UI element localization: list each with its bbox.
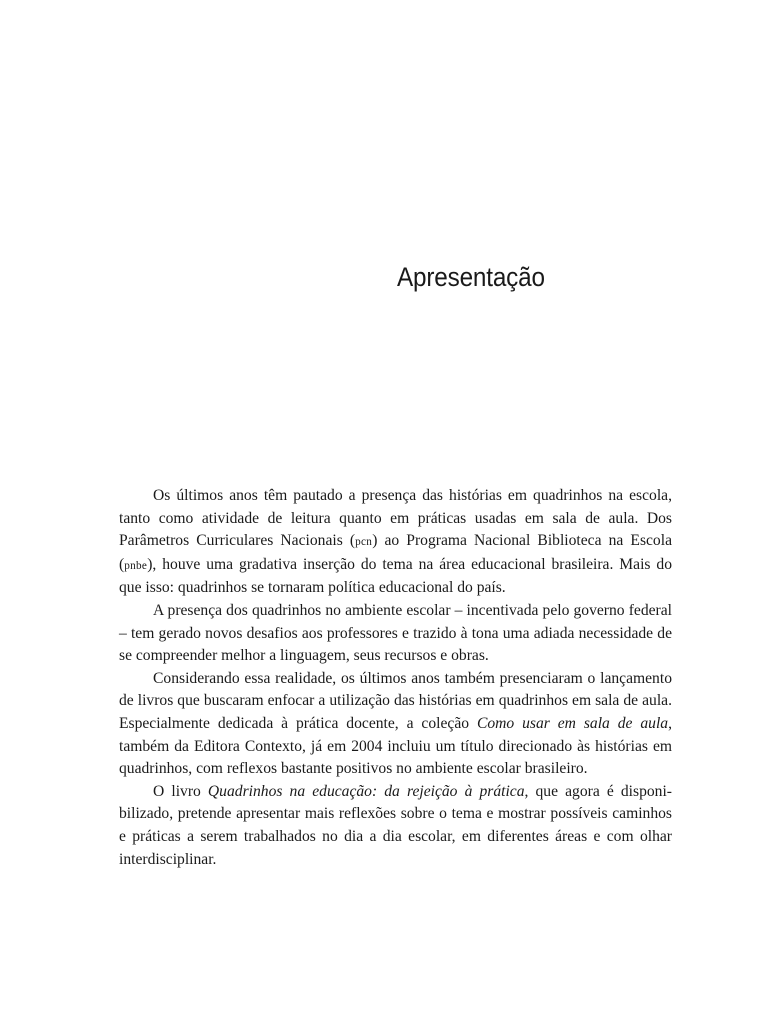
- paragraph-1-text-a: Os últimos anos têm pautado a presença das histórias em quadrinhos na escola, tanto como atividade de leitura quanto em práticas usadas em sala de aula. Dos Parâmetros Curriculares Nacionais (: [119, 487, 672, 550]
- chapter-title: Apresentação: [397, 262, 545, 292]
- paragraph-2: [119, 600, 672, 668]
- paragraph-4-text-b: , que agora é disponibilizado, pretende apresentar mais reflexões sobre o tema e mostrar possíveis caminhos e práticas a serem trabalhados no dia a dia escolar, em diferentes áreas e com olhar interdisciplinar.: [119, 782, 672, 868]
- collection-title: Como usar em sala de aula: [476, 714, 669, 732]
- paragraph-1: [119, 485, 672, 600]
- paragraph-3-text-a: Considerando essa realidade, os últimos anos também presenciaram o lançamento de livros que buscaram enfocar a utilização das histórias em quadrinhos em sala de aula. Especialmente dedicada à prática docente, a coleção: [119, 669, 672, 732]
- book-title: Quadrinhos na educação: da rejeição à prática: [207, 782, 525, 800]
- abbreviation-pnbe: pnbe: [124, 559, 148, 572]
- paragraph-1-text-c: ), houve uma gradativa inserção do tema na área educacional brasileira. Mais do que isso: quadrinhos se tornaram política educacional do país.: [119, 555, 672, 597]
- paragraph-1-text-b: ) ao Programa Nacional Biblioteca na Escola (: [119, 532, 672, 573]
- paragraph-3: [119, 668, 672, 781]
- body-text: [119, 485, 672, 871]
- paragraph-2-text: A presença dos quadrinhos no ambiente escolar – incentivada pelo governo federal – tem gerado novos desafios aos professores e trazido à tona uma adiada necessidade de se compreender melhor a linguagem, seus recursos e obras.: [119, 601, 672, 665]
- paragraph-4: [119, 781, 672, 871]
- paragraph-4-text-a: O livro: [153, 782, 208, 800]
- abbreviation-pcn: pcn: [355, 536, 373, 549]
- paragraph-3-text-b: , também da Editora Contexto, já em 2004 incluiu um título direcionado às histórias em quadrinhos, com reflexos bastante positivos no ambiente escolar brasileiro.: [119, 714, 673, 778]
